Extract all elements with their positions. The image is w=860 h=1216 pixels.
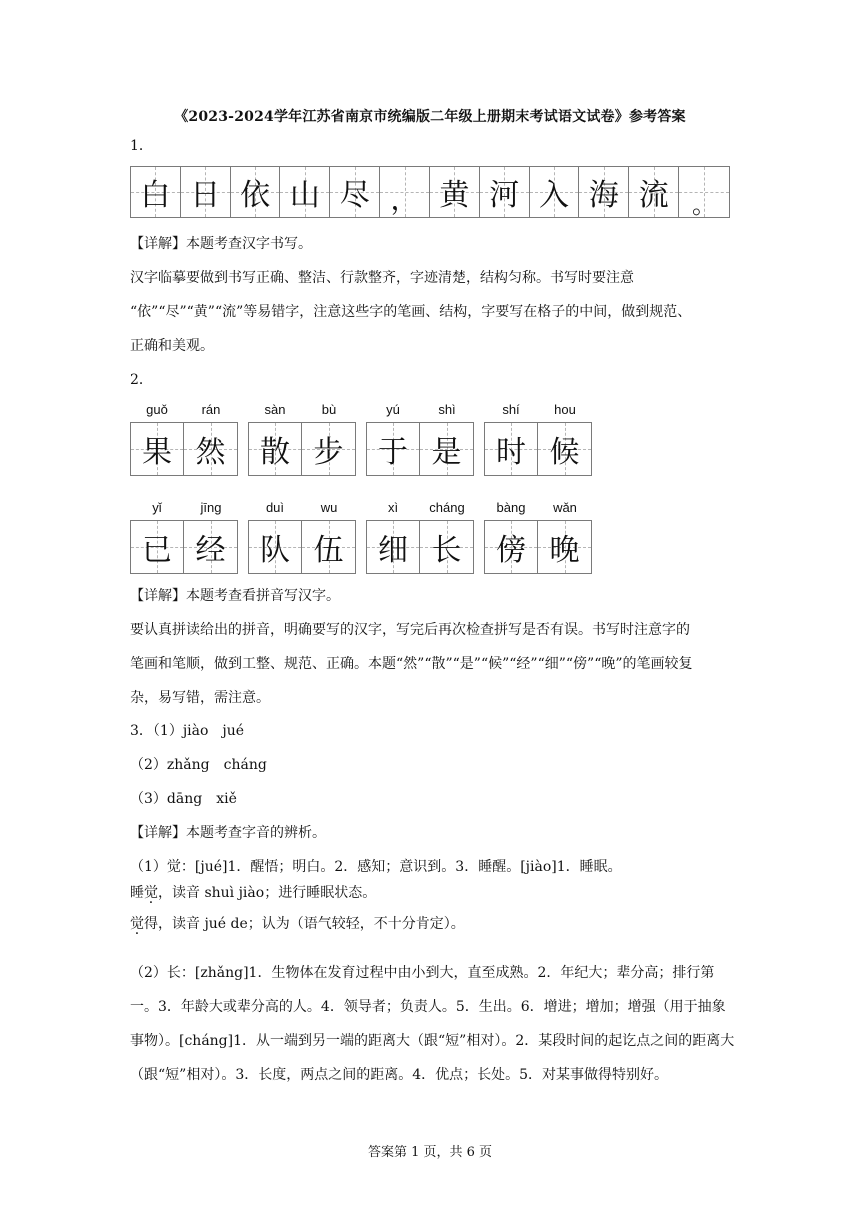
q1-grid-char: 河 [489, 178, 520, 213]
q2-hanzi: 时 [496, 435, 526, 470]
q2-grid-cell [367, 521, 420, 573]
q3-answer-3: （3）dāng xiě [130, 791, 237, 807]
q1-grid-cell [231, 167, 281, 217]
q2-hanzi: 队 [260, 533, 290, 568]
q2-pinyin: rán [201, 402, 221, 417]
q1-grid-cell [480, 167, 530, 217]
q1-grid-cell [181, 167, 231, 217]
q3-juede-line [130, 914, 735, 934]
q2-hanzi: 已 [142, 533, 172, 568]
q2-hanzi: 长 [431, 533, 462, 568]
q1-grid-char: 海 [588, 178, 619, 213]
q2-word-group [248, 402, 356, 476]
q1-grid-cell [380, 167, 430, 217]
q2-grid-cell [485, 423, 538, 475]
q2-pinyin: jīng [200, 500, 222, 515]
q2-pinyin: hou [554, 402, 576, 417]
q2-word-group [130, 402, 238, 476]
q2-detail-label: 【详解】本题考查看拼音写汉字。 [130, 588, 340, 604]
q2-grid-cell [302, 521, 355, 573]
q1-grid-char: 白 [140, 178, 171, 213]
q2-detail-line-1: 要认真拼读给出的拼音，明确要写的汉字，写完后再次检查拼写是否有误。书写时注意字的 [130, 622, 690, 638]
q2-grid-cell [131, 521, 184, 573]
q2-word-group [484, 402, 592, 476]
shuijiao-dotted-char: 觉 [144, 885, 158, 901]
q2-hanzi: 经 [195, 533, 226, 568]
q2-pinyin: sàn [264, 402, 286, 417]
q2-grid-cell [184, 423, 237, 475]
question-1-number: 1． [130, 138, 153, 154]
q1-grid-char: 入 [539, 178, 570, 213]
q2-word-group [366, 500, 474, 574]
q3-answer-1: 3．（1）jiào jué [130, 723, 245, 739]
shuijiao-reading: ，读音 shuì jiào；进行睡眠状态。 [158, 885, 377, 901]
q2-pinyin: shì [438, 402, 456, 417]
q2-grid-cell [538, 423, 591, 475]
q2-pinyin: cháng [429, 500, 465, 515]
q2-grid-cell [367, 423, 420, 475]
page-footer: 答案第 1 页，共 6 页 [367, 1145, 493, 1160]
juede-dotted-char: 觉 [130, 916, 144, 932]
q2-hanzi: 伍 [313, 533, 344, 568]
q1-grid-char: 。 [692, 190, 717, 219]
q2-hanzi: 傍 [496, 533, 526, 568]
q2-word-group [484, 500, 592, 574]
q2-hanzi: 是 [431, 435, 462, 470]
q1-grid-cell [629, 167, 679, 217]
q2-pinyin: duì [265, 500, 285, 515]
q1-writing-grid [130, 166, 730, 218]
q2-grid-cell [420, 521, 473, 573]
q2-grid-cell [538, 521, 591, 573]
q2-pinyin: shí [502, 402, 520, 417]
q2-hanzi: 然 [195, 435, 226, 470]
q2-pinyin: wǎn [553, 500, 577, 515]
q2-word-group [248, 500, 356, 574]
q2-hanzi: 晚 [549, 533, 580, 568]
q1-detail-line-2: “依”“尽”“黄”“流”等易错字，注意这些字的笔画、结构，字要写在格子的中间，做到规范、 [130, 304, 692, 320]
q2-grid-cell [184, 521, 237, 573]
q2-pinyin: wu [320, 500, 338, 515]
q3-jue-definition: （1）觉：[jué]1．醒悟；明白。2．感知；意识到。3．睡醒。[jiào]1．睡眠。 [130, 859, 622, 875]
q1-grid-char: 依 [240, 178, 271, 213]
q1-detail-line-3: 正确和美观。 [130, 338, 214, 354]
q2-hanzi: 细 [378, 533, 408, 568]
q2-pinyin: bàng [496, 500, 526, 515]
q1-grid-char: 山 [289, 178, 320, 213]
q2-word-group [130, 500, 238, 574]
q1-grid-cell [579, 167, 629, 217]
q3-detail-label: 【详解】本题考查字音的辨析。 [130, 825, 326, 841]
question-2-number: 2． [130, 372, 153, 388]
q2-grid-cell [131, 423, 184, 475]
q2-hanzi: 候 [549, 435, 580, 470]
q2-grid-cell [249, 423, 302, 475]
q2-pinyin: yú [386, 402, 400, 417]
q1-grid-cell [330, 167, 380, 217]
q3-answer-2: （2）zhǎng cháng [130, 757, 267, 773]
q2-hanzi: 步 [313, 435, 344, 470]
q2-hanzi: 于 [378, 435, 408, 470]
q2-grid-cell [249, 521, 302, 573]
q2-pinyin: xì [387, 500, 399, 515]
q1-grid-cell [131, 167, 181, 217]
q1-grid-char: ， [390, 183, 419, 216]
q1-grid-cell [679, 167, 729, 217]
q1-detail-line-1: 汉字临摹要做到书写正确、整洁、行款整齐，字迹清楚，结构匀称。书写时要注意 [130, 270, 634, 286]
q1-grid-cell [430, 167, 480, 217]
q2-pinyin: yǐ [152, 500, 162, 515]
q2-hanzi: 果 [142, 435, 172, 470]
q2-word-group [366, 402, 474, 476]
juede-reading: 得，读音 jué de；认为（语气较轻，不十分肯定）。 [144, 916, 465, 932]
q2-detail-line-3: 杂，易写错，需注意。 [130, 690, 270, 706]
q2-pinyin: bù [321, 402, 337, 417]
q1-grid-cell [280, 167, 330, 217]
q1-grid-cell [530, 167, 580, 217]
q2-hanzi: 散 [260, 435, 290, 470]
q2-grid-cell [302, 423, 355, 475]
q1-detail-label: 【详解】本题考查汉字书写。 [130, 236, 312, 252]
q1-grid-char: 黄 [439, 178, 470, 213]
q2-grid-cell [420, 423, 473, 475]
q3-shuijiao-line [130, 883, 735, 903]
q2-pinyin: guǒ [146, 402, 168, 417]
document-title: 《2023-2024学年江苏省南京市统编版二年级上册期末考试语文试卷》参考答案 [174, 109, 686, 125]
q2-grid-cell [485, 521, 538, 573]
q2-detail-line-2: 笔画和笔顺，做到工整、规范、正确。本题“然”“散”“是”“候”“经”“细”“傍”“晚”的笔画较复 [130, 656, 693, 672]
q1-grid-char: 日 [190, 178, 221, 213]
shuijiao-prefix: 睡 [130, 885, 144, 901]
q1-grid-char: 尽 [339, 178, 370, 213]
q1-grid-char: 流 [638, 178, 669, 213]
q3-chang-definition: （2）长：[zhǎng]1．生物体在发育过程中由小到大，直至成熟。2．年纪大；辈分高；排行第一。3．年龄大或辈分高的人。4．领导者；负责人。5．生出。6．增进；增加；增强（用于抽象事物）。[cháng]1．从一端到另一端的距离大（跟“短”相对）。2．某段时间的起讫点之间的距离大（跟“短”相对）。3．长度，两点之间的距离。4．优点；长处。5．对某事做得特别好。 [130, 965, 735, 1083]
